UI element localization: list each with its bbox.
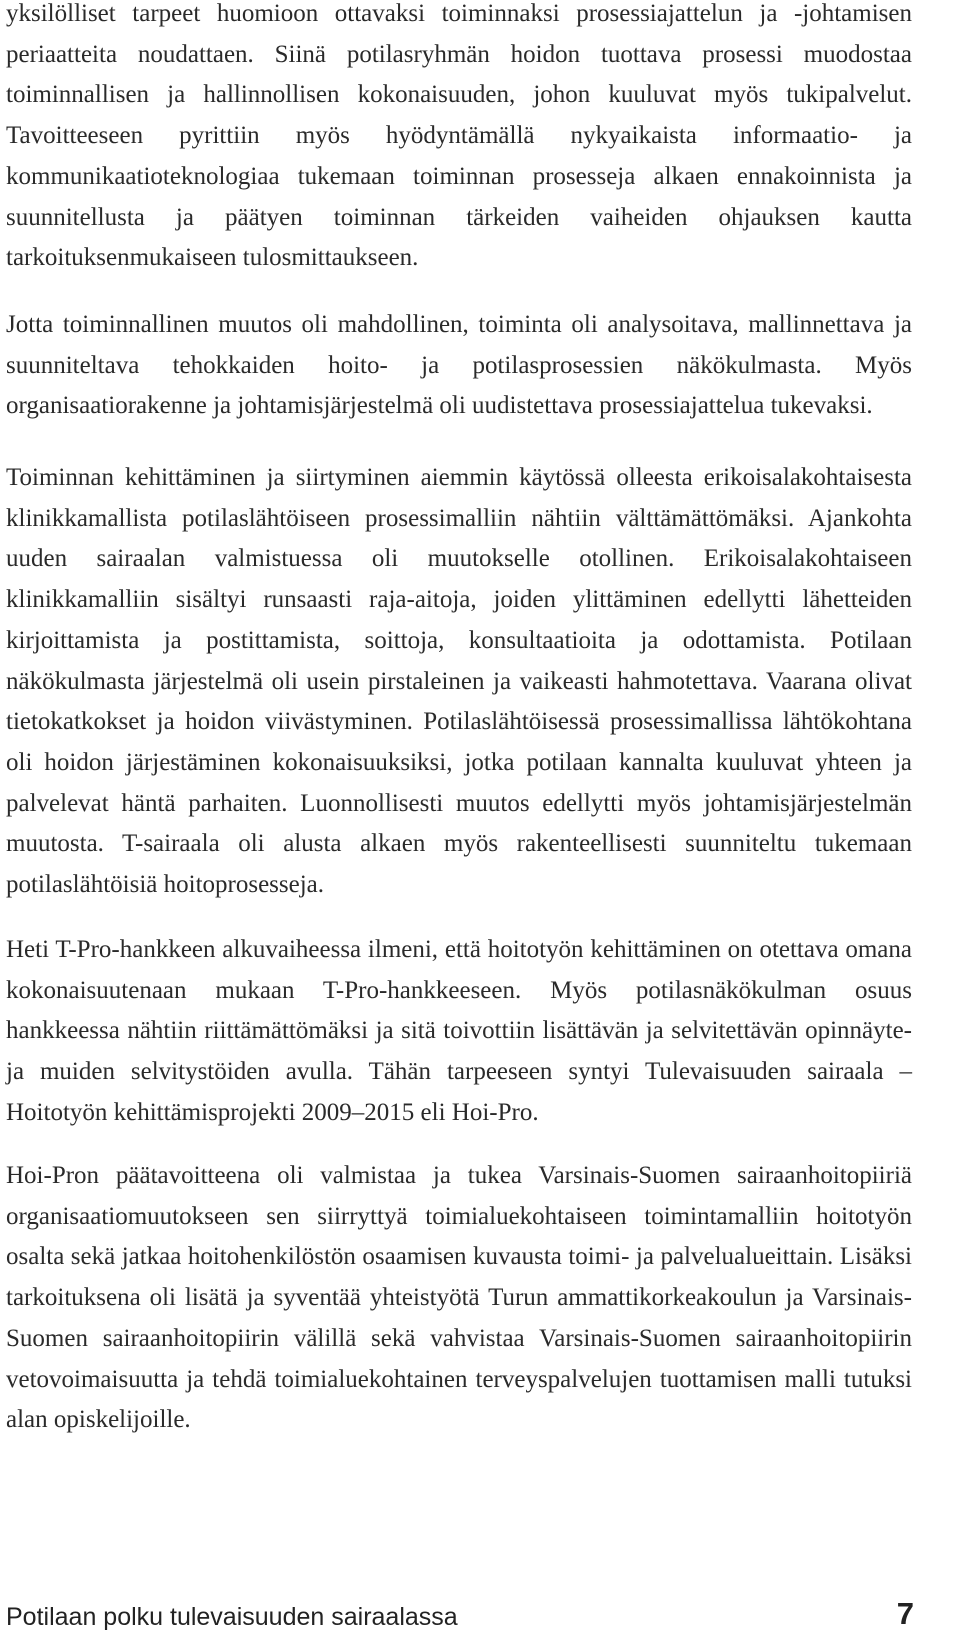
- paragraph-text: Hoi-Pron päätavoitteena oli valmistaa ja tukea Varsinais-Suomen sairaanhoitopiiriä organisaatiomuutokseen sen siirryttyä toimialuekohtaiseen toimintamalliin hoitotyön osalta sekä jatkaa hoitohenkilöstön osaamisen kuvausta toimi- ja palvelualueittain. Lisäksi tarkoituksena oli lisätä ja syventää yhteistyötä Turun ammattikorkeakoulun ja Varsinais-Suomen sairaanhoitopiirin välillä sekä vahvistaa Varsinais-Suomen sairaanhoitopiirin vetovoimaisuutta ja tehdä toimialuekohtainen terveyspalvelujen tuottamisen malli tutuksi alan opiskelijoille.: [6, 1162, 912, 1434]
- body-paragraph: [6, 930, 912, 1134]
- body-paragraph: [6, 0, 912, 279]
- paragraph-text: Jotta toiminnallinen muutos oli mahdollinen, toiminta oli analysoitava, mallinnettava ja suunniteltava tehokkaiden hoito- ja potilasprosessien näkökulmasta. Myös organisaatiorakenne ja johtamisjärjestelmä oli uudistettava prosessiajattelua tukevaksi.: [6, 311, 912, 420]
- body-paragraph: [6, 305, 912, 427]
- paragraph-text: yksilölliset tarpeet huomioon ottavaksi toiminnaksi prosessiajattelun ja -johtamisen periaatteita noudattaen. Siinä potilasryhmän hoidon tuottava prosessi muodostaa toiminnallisen ja hallinnollisen kokonaisuuden, johon kuuluvat myös tukipalvelut. Tavoitteeseen pyrittiin myös hyödyntämällä nykyaikaista informaatio- ja kommunikaatioteknologiaa tukemaan toiminnan prosesseja alkaen ennakoinnista ja suunnitellusta ja päätyen toiminnan tärkeiden vaiheiden ohjauksen kautta tarkoituksenmukaiseen tulosmittaukseen.: [6, 0, 912, 272]
- body-paragraph: [6, 1156, 912, 1441]
- paragraph-text: Heti T-Pro-hankkeen alkuvaiheessa ilmeni, että hoitotyön kehittäminen on otettava omana kokonaisuutenaan mukaan T-Pro-hankkeeseen. Myös potilasnäkökulman osuus hankkeessa nähtiin riittämättömäksi ja sitä toivottiin lisättävän ja selvitettävän opinnäyte- ja muiden selvitystöiden avulla. Tähän tarpeeseen syntyi Tulevaisuuden sairaala – Hoitotyön kehittämisprojekti 2009–2015 eli Hoi-Pro.: [6, 936, 912, 1126]
- paragraph-text: Toiminnan kehittäminen ja siirtyminen aiemmin käytössä olleesta erikoisalakohtaisesta klinikkamallista potilaslähtöiseen prosessimalliin nähtiin välttämättömäksi. Ajankohta uuden sairaalan valmistuessa oli muutokselle otollinen. Erikoisalakohtaiseen klinikkamalliin sisältyi runsaasti raja-aitoja, joiden ylittäminen edellytti lähetteiden kirjoittamista ja postittamista, soittoja, konsultaatioita ja odottamista. Potilaan näkökulmasta järjestelmä oli usein pirstaleinen ja vaikeasti hahmotettava. Vaarana olivat tietokatkokset ja hoidon viivästyminen. Potilaslähtöisessä prosessimallissa lähtökohtana oli hoidon järjestäminen kokonaisuuksiksi, jotka potilaan kannalta kuuluvat yhteen ja palvelevat häntä parhaiten. Luonnollisesti muutos edellytti myös johtamisjärjestelmän muutosta. T-sairaala oli alusta alkaen myös rakenteellisesti suunniteltu tukemaan potilaslähtöisiä hoitoprosesseja.: [6, 464, 912, 899]
- page-number: 7: [896, 1596, 914, 1631]
- running-footer-title: Potilaan polku tulevaisuuden sairaalassa: [6, 1603, 458, 1631]
- body-paragraph: [6, 458, 912, 906]
